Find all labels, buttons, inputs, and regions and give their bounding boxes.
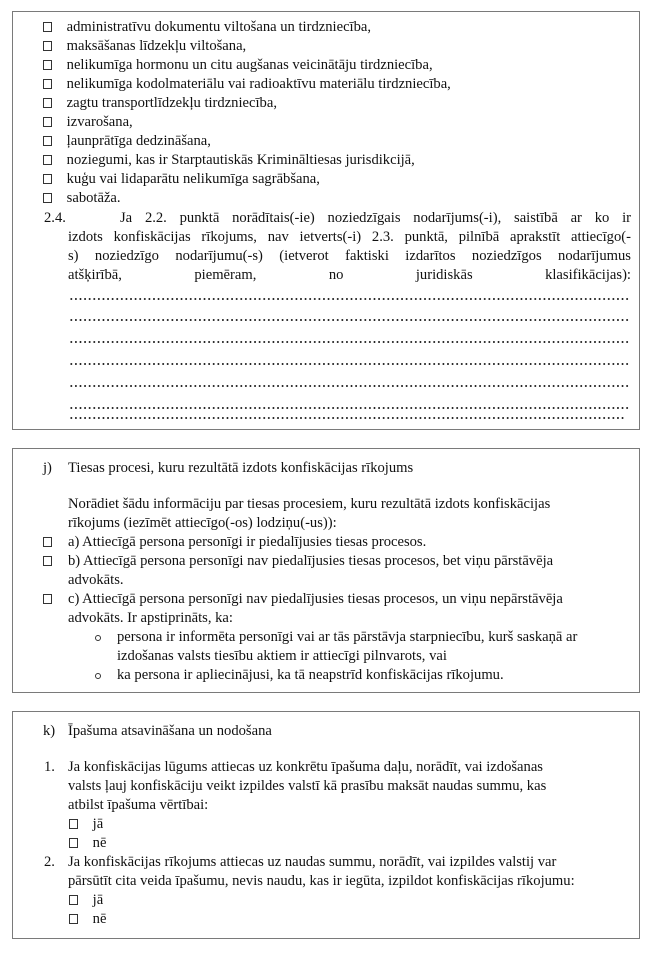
checklist-item-label: maksāšanas līdzekļu viltošana, — [66, 38, 247, 54]
checklist-item[interactable] — [43, 75, 451, 94]
option-label: nē — [92, 911, 107, 927]
dotted-line[interactable] — [69, 298, 629, 300]
dotted-line[interactable] — [69, 341, 629, 343]
checkbox-icon[interactable] — [43, 117, 52, 127]
question-text: Ja konfiskācijas lūgums attiecas uz konkrētu īpašuma daļu, norādīt, vai izdošanas — [68, 759, 543, 775]
checkbox-icon[interactable] — [43, 22, 52, 32]
section-title: Tiesas procesi, kuru rezultātā izdots konfiskācijas rīkojums — [68, 460, 414, 476]
checklist-item-label: ļaunprātīga dedzināšana, — [66, 133, 211, 149]
option-c-label: c) Attiecīgā persona personīgi nav piedalījusies tiesas procesos, un viņu nepārstāvēja — [68, 591, 563, 607]
checkbox-icon[interactable] — [43, 594, 52, 604]
option-label: jā — [92, 816, 104, 832]
checkbox-icon[interactable] — [43, 556, 52, 566]
checklist-item[interactable] — [43, 113, 133, 132]
checklist-item-label: nelikumīga kodolmateriālu vai radioaktīvu materiālu tirdzniecība, — [66, 76, 451, 92]
property-disposal-panel — [12, 711, 640, 939]
dotted-line[interactable] — [69, 407, 629, 409]
checkbox-icon[interactable] — [69, 914, 78, 924]
sub-bullet-text: izdošanas valsts tiesību aktiem ir attiecīgi pilnvarots, vai — [117, 648, 447, 664]
checkbox-icon[interactable] — [69, 819, 78, 829]
checkbox-icon[interactable] — [43, 98, 52, 108]
question-text: valsts ļauj konfiskāciju veikt izpildes valstī kā prasību maksāt naudas summu, kas — [68, 778, 547, 794]
option-a-checkbox[interactable] — [43, 533, 52, 552]
question-text: atbilst īpašuma vērtībai: — [68, 797, 209, 813]
option-a-label: a) Attiecīgā persona personīgi ir piedalījusies tiesas procesos. — [68, 534, 427, 550]
section-title: Īpašuma atsavināšana un nodošana — [68, 723, 272, 739]
sub-bullet-text: persona ir informēta personīgi vai ar tās pārstāvja starpniecību, kurš saskaņā ar — [117, 629, 578, 645]
offence-checklist-panel — [12, 11, 640, 430]
question-text: pārsūtīt cita veida īpašumu, nevis naudu, kas ir iegūta, izpildot konfiskācijas rīkojumu: — [68, 873, 575, 889]
checklist-item-label: zagtu transportlīdzekļu tirdzniecība, — [66, 95, 277, 111]
checklist-item-label: noziegumi, kas ir Starptautiskās Krimināltiesas jurisdikcijā, — [66, 152, 415, 168]
bullet-circle-icon — [95, 666, 101, 685]
checkbox-icon[interactable] — [43, 60, 52, 70]
option-c-label-cont: advokāts. Ir apstiprināts, ka: — [68, 610, 233, 626]
option-b-label-cont: advokāts. — [68, 572, 124, 588]
checkbox-icon[interactable] — [43, 193, 52, 203]
option-c-checkbox[interactable] — [43, 590, 52, 609]
dotted-line[interactable] — [69, 319, 629, 321]
section-letter: k) — [43, 723, 56, 739]
checklist-item[interactable] — [43, 132, 211, 151]
paragraph-line: izdots konfiskācijas rīkojums, nav ietverts(-i) 2.3. punktā, pilnībā aprakstīt attiecīgo(- — [68, 229, 631, 245]
checkbox-icon[interactable] — [43, 155, 52, 165]
checklist-item[interactable] — [43, 56, 433, 75]
checklist-item[interactable] — [43, 189, 121, 208]
checklist-item[interactable] — [43, 37, 246, 56]
sub-bullet-text: ka persona ir apliecinājusi, ka tā neapstrīd konfiskācijas rīkojumu. — [117, 667, 504, 683]
option-label: nē — [92, 835, 107, 851]
checkbox-icon[interactable] — [43, 79, 52, 89]
dotted-line[interactable] — [69, 363, 629, 365]
paragraph-line: s) noziedzīgo nodarījumu(-s) (ietverot faktiski izdarītos noziedzīgos nodarījumus — [68, 248, 631, 264]
option-b-checkbox[interactable] — [43, 552, 52, 571]
option-b-label: b) Attiecīgā persona personīgi nav piedalījusies tiesas procesos, bet viņu pārstāvēja — [68, 553, 554, 569]
question-number: 2. — [44, 854, 55, 870]
court-proceedings-panel — [12, 448, 640, 693]
question-text: Ja konfiskācijas rīkojums attiecas uz naudas summu, norādīt, vai izpildes valstij var — [68, 854, 557, 870]
item-number: 2.4. — [44, 210, 66, 226]
q2-no-option[interactable] — [69, 910, 106, 929]
q1-no-option[interactable] — [69, 834, 106, 853]
paragraph-line: Ja 2.2. punktā norādītais(-ie) noziedzīgais nodarījums(-i), saistībā ar ko ir — [120, 210, 631, 226]
checklist-item[interactable] — [43, 170, 320, 189]
dotted-line[interactable] — [69, 385, 629, 387]
checklist-item[interactable] — [43, 18, 371, 37]
checklist-item-label: kuģu vai lidaparātu nelikumīga sagrābšana, — [66, 171, 320, 187]
checkbox-icon[interactable] — [43, 41, 52, 51]
bullet-circle-icon — [95, 628, 101, 647]
checklist-item-label: sabotāža. — [66, 190, 121, 206]
checkbox-icon[interactable] — [43, 537, 52, 547]
checklist-item-label: izvarošana, — [66, 114, 133, 130]
checklist-item-label: administratīvu dokumentu viltošana un tirdzniecība, — [66, 19, 372, 35]
q1-yes-option[interactable] — [69, 815, 103, 834]
checklist-item[interactable] — [43, 94, 277, 113]
instruction-line: Norādiet šādu informāciju par tiesas procesiem, kuru rezultātā izdots konfiskācijas — [68, 496, 551, 512]
option-label: jā — [92, 892, 104, 908]
checkbox-icon[interactable] — [43, 174, 52, 184]
checklist-item[interactable] — [43, 151, 415, 170]
checklist-item-label: nelikumīga hormonu un citu augšanas veicinātāju tirdzniecība, — [66, 57, 433, 73]
q2-yes-option[interactable] — [69, 891, 103, 910]
checkbox-icon[interactable] — [69, 895, 78, 905]
checkbox-icon[interactable] — [43, 136, 52, 146]
dotted-line[interactable] — [69, 417, 625, 419]
question-number: 1. — [44, 759, 55, 775]
instruction-line: rīkojums (iezīmēt attiecīgo(-os) lodziņu(-us)): — [68, 515, 337, 531]
section-letter: j) — [43, 460, 52, 476]
checkbox-icon[interactable] — [69, 838, 78, 848]
paragraph-line: atšķirībā, piemēram, no juridiskās klasifikācijas): — [68, 267, 631, 283]
